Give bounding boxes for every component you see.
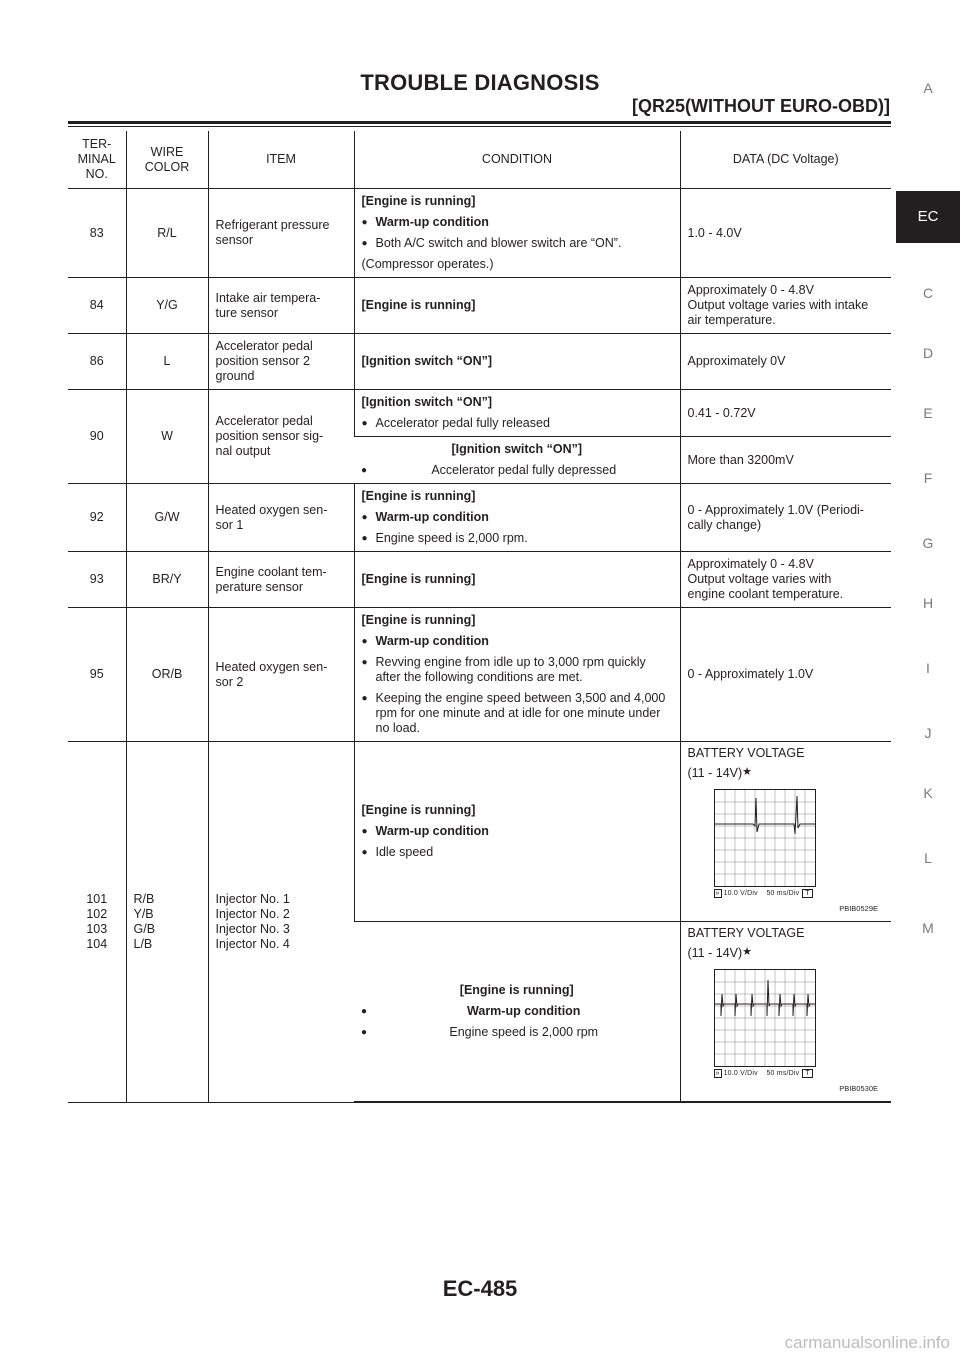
scope-arrows-icon: »: [715, 1070, 720, 1077]
condition-bullet: ● Accelerator pedal fully depressed: [361, 463, 673, 478]
condition-heading: [Ignition switch “ON”]: [361, 354, 493, 368]
scope-scale: [714, 1066, 813, 1081]
watermark: carmanualsonline.info: [784, 1333, 950, 1352]
terminal-spec-table: [68, 131, 891, 1103]
condition-cell: [354, 742, 680, 922]
header-terminal: TER- MINAL NO.: [68, 131, 126, 189]
terminal-no-cell: 92: [68, 484, 126, 552]
condition-cell: [354, 189, 680, 278]
star-icon: ★: [742, 766, 753, 778]
item-cell: Accelerator pedal position sensor 2 ground: [208, 334, 354, 390]
condition-cell: [354, 278, 680, 334]
condition-heading: [Engine is running]: [459, 983, 574, 997]
header-item: ITEM: [208, 131, 354, 189]
condition-list: [361, 1004, 673, 1040]
condition-heading: [Engine is running]: [361, 572, 476, 586]
data-cell: [680, 922, 891, 1103]
terminal-no-cell: 90: [68, 390, 126, 484]
condition-heading: [Engine is running]: [361, 489, 476, 503]
condition-bullet: ● Warm-up condition: [362, 510, 673, 525]
table-row: [68, 189, 891, 278]
index-tab-d[interactable]: D: [922, 345, 934, 361]
table-row: [68, 278, 891, 334]
data-cell: 1.0 - 4.0V: [680, 189, 891, 278]
condition-bullet: ● Both A/C switch and blower switch are “ON”.: [362, 236, 673, 251]
condition-cell: [354, 552, 680, 608]
header-rule: [68, 121, 891, 124]
terminal-no-cell: 86: [68, 334, 126, 390]
index-tab-j[interactable]: J: [924, 725, 932, 741]
scope-scale: [714, 886, 813, 901]
wire-color-cell: Y/G: [126, 278, 208, 334]
condition-bullet: ● Engine speed is 2,000 rpm: [361, 1025, 673, 1040]
index-tab-g[interactable]: G: [922, 535, 934, 551]
condition-heading: [Engine is running]: [361, 803, 476, 817]
item-cell: Accelerator pedal position sensor sig- nal output: [208, 390, 354, 484]
index-tab-l[interactable]: L: [924, 850, 932, 866]
item-cell: Injector No. 1 Injector No. 2 Injector No. 3 Injector No. 4: [208, 742, 354, 1103]
scope-screen: [714, 969, 816, 1067]
scope-scale-label: 10.0 V/Div 50 ms/Div: [723, 890, 800, 897]
data-cell: 0 - Approximately 1.0V (Periodi- cally change): [680, 484, 891, 552]
data-cell: Approximately 0V: [680, 334, 891, 390]
page-title: TROUBLE DIAGNOSIS: [360, 70, 600, 95]
table-row: [68, 608, 891, 742]
condition-bullet: ● Idle speed: [362, 845, 673, 860]
terminal-no-cell: 93: [68, 552, 126, 608]
figure-code: PBIB0529E: [839, 904, 878, 913]
data-value: BATTERY VOLTAGE: [687, 746, 805, 760]
data-cell: 0.41 - 0.72V: [680, 390, 891, 437]
condition-cell: [354, 334, 680, 390]
condition-cell: [354, 922, 680, 1103]
item-cell: Heated oxygen sen- sor 1: [208, 484, 354, 552]
condition-list: [362, 215, 673, 251]
data-cell: Approximately 0 - 4.8V Output voltage varies with engine coolant temperature.: [680, 552, 891, 608]
condition-bullet: ● Warm-up condition: [362, 634, 673, 649]
condition-heading: [Engine is running]: [361, 613, 476, 627]
table-row: [68, 390, 891, 437]
wire-color-cell: R/L: [126, 189, 208, 278]
data-cell: [680, 742, 891, 922]
condition-cell: [354, 390, 680, 437]
index-tab-ec[interactable]: EC: [896, 191, 960, 243]
index-tab-c[interactable]: C: [922, 285, 934, 301]
condition-bullet: ● Warm-up condition: [362, 824, 673, 839]
condition-cell: [354, 608, 680, 742]
oscilloscope-waveform: [715, 790, 815, 886]
index-tab-h[interactable]: H: [922, 595, 934, 611]
condition-bullet: ● Revving engine from idle up to 3,000 rpm quickly after the following conditions are met.: [362, 655, 673, 685]
condition-cell: [354, 484, 680, 552]
data-cell: More than 3200mV: [680, 437, 891, 484]
condition-bullet: ● Accelerator pedal fully released: [362, 416, 673, 431]
scope-arrows-icon: »: [715, 890, 720, 897]
index-tab-e[interactable]: E: [923, 405, 933, 421]
wire-color-cell: W: [126, 390, 208, 484]
table-header-row: [68, 131, 891, 189]
data-value: BATTERY VOLTAGE: [687, 926, 805, 940]
condition-heading: [Engine is running]: [361, 298, 476, 312]
wire-color-cell: G/W: [126, 484, 208, 552]
index-tab-a[interactable]: A: [923, 80, 933, 96]
data-range-text: (11 - 14V): [687, 946, 743, 960]
scope-scale-label: 10.0 V/Div 50 ms/Div: [723, 1070, 800, 1077]
scope-screen: [714, 789, 816, 887]
terminal-no-cell: 84: [68, 278, 126, 334]
terminal-no-cell: 95: [68, 608, 126, 742]
wire-color-cell: L: [126, 334, 208, 390]
oscilloscope-waveform: [715, 970, 815, 1066]
data-cell: Approximately 0 - 4.8V Output voltage varies with intake air temperature.: [680, 278, 891, 334]
table-row: [68, 484, 891, 552]
wire-color-cell: OR/B: [126, 608, 208, 742]
index-tab-f[interactable]: F: [923, 470, 933, 486]
scope-trigger-icon: T: [802, 889, 812, 898]
index-tab-m[interactable]: M: [922, 920, 934, 936]
condition-bullet: ● Warm-up condition: [362, 215, 673, 230]
index-tab-i[interactable]: I: [926, 660, 930, 676]
condition-list: [362, 510, 673, 546]
condition-bullet: ● Warm-up condition: [361, 1004, 673, 1019]
terminal-no-cell: 83: [68, 189, 126, 278]
condition-list: [362, 634, 673, 736]
scope-figure: [688, 961, 885, 1096]
index-tab-k[interactable]: K: [923, 785, 933, 801]
condition-bullet: ● Engine speed is 2,000 rpm.: [362, 531, 673, 546]
condition-heading: [Engine is running]: [361, 194, 476, 208]
table-row: [68, 552, 891, 608]
item-cell: Refrigerant pressure sensor: [208, 189, 354, 278]
figure-code: PBIB0530E: [839, 1084, 878, 1093]
star-icon: ★: [742, 946, 753, 958]
data-range-text: (11 - 14V): [687, 766, 743, 780]
wire-color-cell: R/B Y/B G/B L/B: [126, 742, 208, 1103]
condition-list: [361, 463, 673, 478]
data-range: [688, 945, 885, 961]
scope-trigger-icon: T: [802, 1069, 812, 1078]
condition-cell: [354, 437, 680, 484]
condition-list: [362, 416, 673, 431]
header-data: DATA (DC Voltage): [680, 131, 891, 189]
page-subtitle: [QR25(WITHOUT EURO-OBD)]: [632, 96, 890, 116]
page-number: EC-485: [442, 1276, 518, 1301]
terminal-no-cell: 101 102 103 104: [68, 742, 126, 1103]
condition-heading: [Ignition switch “ON”]: [361, 395, 493, 409]
wire-color-cell: BR/Y: [126, 552, 208, 608]
item-cell: Heated oxygen sen- sor 2: [208, 608, 354, 742]
table-row: [68, 334, 891, 390]
item-cell: Engine coolant tem- perature sensor: [208, 552, 354, 608]
condition-note: (Compressor operates.): [361, 257, 494, 271]
data-cell: 0 - Approximately 1.0V: [680, 608, 891, 742]
condition-bullet: ● Keeping the engine speed between 3,500 and 4,000 rpm for one minute and at idle for one minute under no load.: [362, 691, 673, 736]
table-row-injector: [68, 742, 891, 922]
header-condition: CONDITION: [354, 131, 680, 189]
scope-figure: [688, 781, 885, 916]
data-range: [688, 765, 885, 781]
condition-heading: [Ignition switch “ON”]: [451, 442, 583, 456]
condition-list: [362, 824, 673, 860]
header-wire-color: WIRE COLOR: [126, 131, 208, 189]
header-rule-thin: [68, 126, 891, 127]
item-cell: Intake air tempera- ture sensor: [208, 278, 354, 334]
